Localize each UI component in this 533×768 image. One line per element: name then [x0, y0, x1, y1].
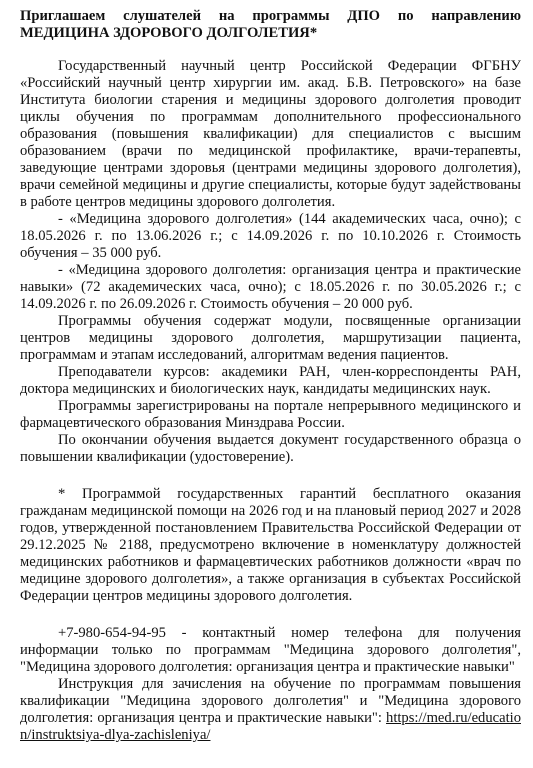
title-line-2: МЕДИЦИНА ЗДОРОВОГО ДОЛГОЛЕТИЯ* — [20, 25, 318, 41]
program-item-1: - «Медицина здорового долголетия» (144 академических часа, очно); с 18.05.2026 г. по 13.06.2026 г.; с 14.09.2026 г. по 10.10.2026 г. Стоимость обучения – 35 000 руб. — [20, 211, 521, 261]
modules-paragraph: Программы обучения содержат модули, посвященные организации центров медицины здорового долголетия, маршрутизации пациента, программам и этапам исследований, алгоритмам ведения пациентов. — [20, 313, 521, 363]
instruction-text: Инструкция для зачисления на обучение по программам повышения квалификации "Медицина здорового долголетия" и "Медицина здорового долголетия: организация центра и практические навыки": — [20, 676, 521, 726]
footnote-paragraph: * Программой государственных гарантий бесплатного оказания гражданам медицинской помощи на 2026 год и на плановый период 2027 и 2028 годов, утвержденной постановлением Правительства Российской Федерации от 29.12.2025 № 2188, предусмотрено включение в номенклатуру должностей медицинских работников и фармацевтических работников должности «врач по медицине здорового долголетия», а также организация в субъектах Российской Федерации центров медицины здорового долголетия. — [20, 486, 521, 604]
instruction-link[interactable]: https://med.ru/education/instruktsiya-dlya-zachisleniya/ — [20, 710, 521, 743]
certificate-paragraph: По окончании обучения выдается документ государственного образца о повышении квалификации (удостоверение). — [20, 432, 521, 465]
intro-paragraph: Государственный научный центр Российской Федерации ФГБНУ «Российский научный центр хирургии им. акад. Б.В. Петровского» на базе Института биологии старения и медицины здорового долголетия проводит циклы обучения по программам дополнительного профессионального образования (повышения квалификации) для специалистов с высшим образованием (врачи по медицинской профилактике, врачи-терапевты, заведующие центрами здоровья (центрами медицины здорового долголетия), врачи семейной медицины и другие специалисты, которые будут задействованы в работе центров медицины здорового долголетия. — [20, 58, 521, 210]
program-item-2: - «Медицина здорового долголетия: организация центра и практические навыки» (72 академических часа, очно); с 18.05.2026 г. по 30.05.2026 г.; с 14.09.2026 г. по 26.09.2026 г. Стоимость обучения – 20 000 руб. — [20, 262, 521, 312]
contact-paragraph: +7-980-654-94-95 - контактный номер телефона для получения информации только по программам "Медицина здорового долголетия", "Медицина здорового долголетия: организация центра и практические навыки" — [20, 625, 521, 675]
page-title — [20, 8, 521, 42]
instruction-paragraph — [20, 676, 521, 744]
teachers-paragraph: Преподаватели курсов: академики РАН, член-корреспонденты РАН, доктора медицинских и биологических наук, кандидаты медицинских наук. — [20, 364, 521, 397]
registration-paragraph: Программы зарегистрированы на портале непрерывного медицинского и фармацевтического образования Минздрава России. — [20, 398, 521, 431]
title-line-1: Приглашаем слушателей на программы ДПО по направлению — [20, 8, 521, 24]
